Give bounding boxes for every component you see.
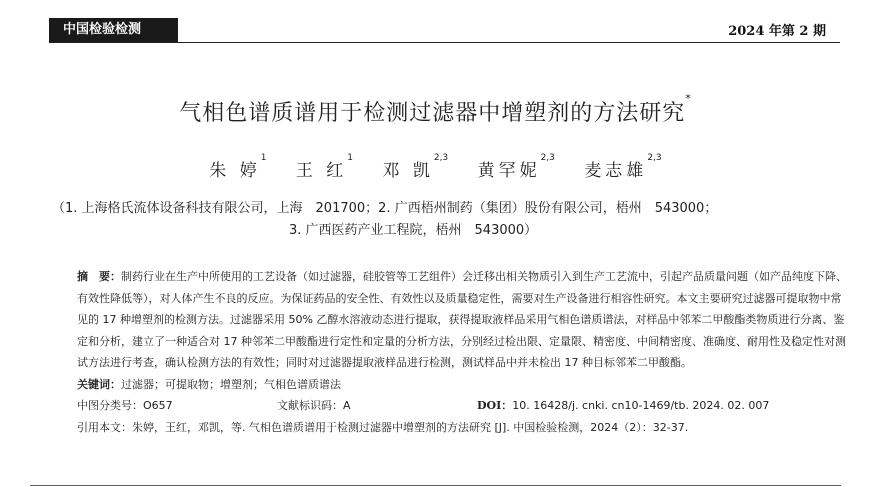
journal-tag: 中国检验检测 xyxy=(49,18,178,42)
author-name: 邓 凯 xyxy=(382,161,434,181)
doc-code-label: 文献标识码： xyxy=(277,399,343,412)
author-name: 黄罕妮 xyxy=(477,161,541,181)
doc-code-field xyxy=(277,395,477,417)
author-affil-mark: 2,3 xyxy=(433,153,449,163)
author-name: 麦志雄 xyxy=(584,161,648,181)
keywords-line xyxy=(77,374,847,396)
author-name: 王 红 xyxy=(295,161,348,181)
author-name: 朱 婷 xyxy=(209,161,261,181)
keywords-label: 关键词： xyxy=(77,377,121,391)
keywords-text: 过滤器；可提取物；增塑剂；气相色谱质谱法 xyxy=(121,377,341,391)
author-affil-mark: 1 xyxy=(260,153,267,163)
issue-number: 2024 年第 2 期 xyxy=(728,24,826,39)
author-3 xyxy=(382,153,449,181)
classification-line xyxy=(77,395,847,417)
doi-label: DOI： xyxy=(477,399,513,412)
author-2 xyxy=(295,153,354,181)
abstract-block xyxy=(77,266,847,438)
clc-label: 中图分类号： xyxy=(77,399,143,412)
doi-value[interactable]: 10. 16428/j. cnki. cn10-1469/tb. 2024. 02. 007 xyxy=(512,399,770,412)
author-5 xyxy=(584,153,662,181)
author-1 xyxy=(209,153,267,181)
bottom-rule xyxy=(30,485,841,486)
affiliation-line-2: 3. 广西医药产业工程院，梧州 543000） xyxy=(289,223,538,238)
title-footnote-mark: * xyxy=(685,92,692,105)
doi-field xyxy=(477,395,769,417)
article-title xyxy=(0,92,871,127)
author-affil-mark: 2,3 xyxy=(540,153,555,163)
title-text: 气相色谱质谱用于检测过滤器中增塑剂的方法研究 xyxy=(179,101,686,126)
author-affil-mark: 2,3 xyxy=(647,153,662,163)
affiliations xyxy=(52,198,842,242)
clc-field xyxy=(77,395,277,417)
author-4 xyxy=(477,153,555,181)
abstract-paragraph xyxy=(77,266,847,374)
citation-text: 朱婷，王红，邓凯，等. 气相色谱质谱用于检测过滤器中增塑剂的方法研究 [J]. 中国检验检测，2024（2）：32-37. xyxy=(132,420,689,434)
doc-code-value: A xyxy=(343,399,351,412)
author-affil-mark: 1 xyxy=(347,153,354,163)
header-rule xyxy=(49,42,840,43)
author-list xyxy=(0,153,871,181)
abstract-label: 摘 要： xyxy=(77,270,121,283)
header-bar xyxy=(49,18,840,42)
citation-line xyxy=(77,417,847,439)
abstract-text: 制药行业在生产中所使用的工艺设备（如过滤器，硅胶管等工艺组件）会迁移出相关物质引入到生产工艺流中，引起产品质量问题（如产品纯度下降、有效性降低等），对人体产生不良的反应。为保证药品的安全性、有效性以及质量稳定性，需要对生产设备进行相容性研究。本文主要研究过滤器可提取物中常见的 17 种增塑剂的检测方法。过滤器采用 50% 乙醇水溶液动态进行提取，获得提取液样品采用气相色谱质谱法，对样品中邻苯二甲酸酯类物质进行分离、鉴定和分析，建立了一种适合对 17 种邻苯二甲酸酯进行定性和定量的分析方法，分别经过检出限、定量限、精密度、中间精密度、准确度、耐用性及稳定性对测试方法进行考查，确认检测方法的有效性；同时对过滤器提取液样品进行检测，测试样品中并未检出 17 种目标邻苯二甲酸酯。 xyxy=(77,270,847,369)
citation-label: 引用本文： xyxy=(77,420,132,434)
affiliation-line-1: （1. 上海格氏流体设备科技有限公司，上海 201700；2. 广西梧州制药（集团）股份有限公司，梧州 543000； xyxy=(52,201,718,216)
clc-value: O657 xyxy=(143,399,173,412)
